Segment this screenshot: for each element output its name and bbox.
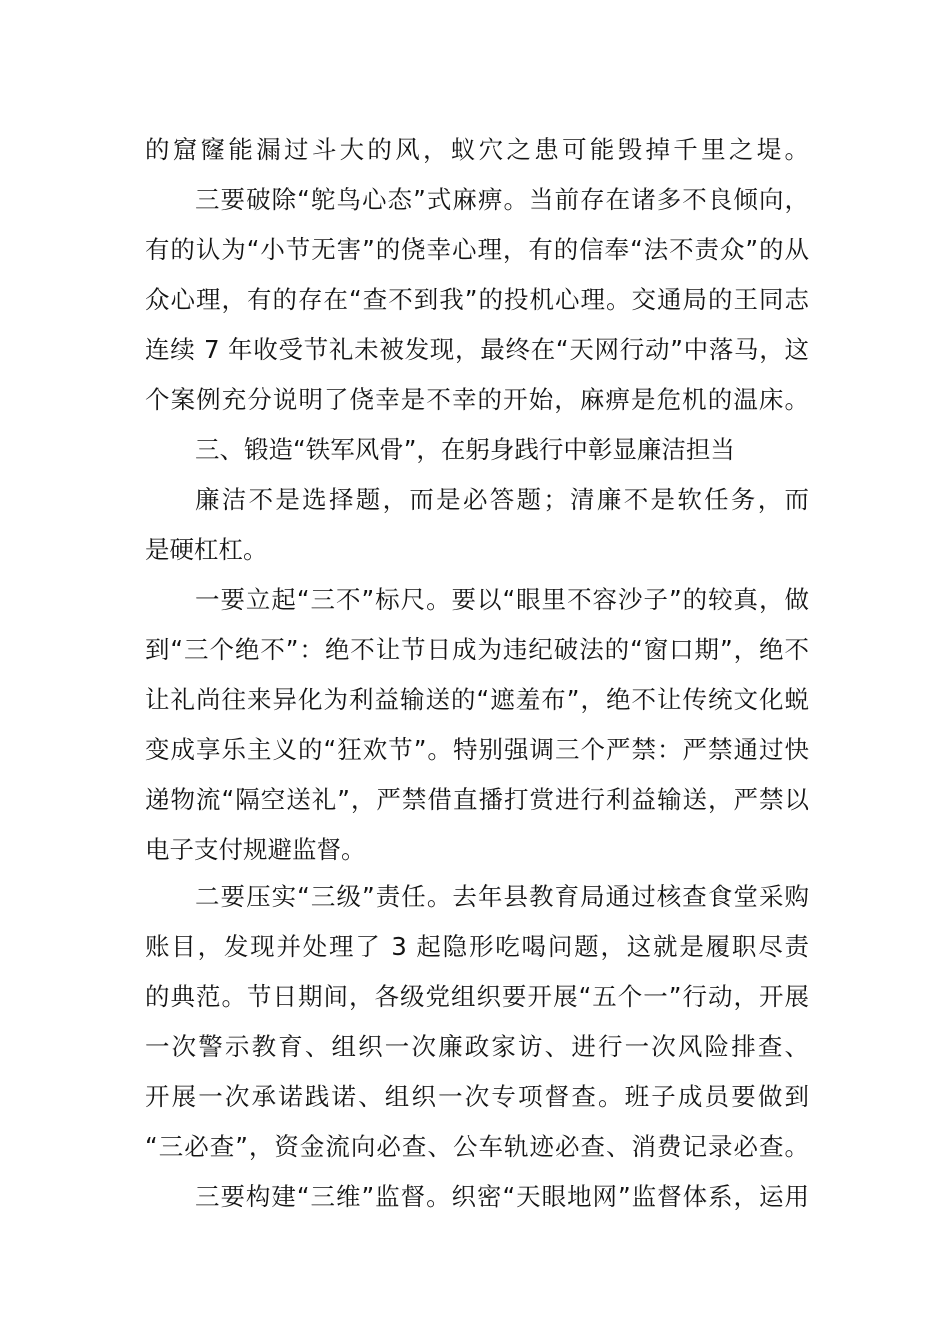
text-line: 电子支付规避监督。 bbox=[145, 835, 366, 864]
text-line: 的典范。节日期间，各级党组织要开展“五个一”行动，开展 bbox=[145, 982, 809, 1011]
text-line: 让礼尚往来异化为利益输送的“遮羞布”，绝不让传统文化蜕 bbox=[145, 685, 809, 714]
text-line: 账目，发现并处理了 3 起隐形吃喝问题，这就是履职尽责 bbox=[145, 932, 809, 961]
text-line: 到“三个绝不”：绝不让节日成为违纪破法的“窗口期”，绝不 bbox=[145, 635, 809, 664]
text-line: 变成享乐主义的“狂欢节”。特别强调三个严禁：严禁通过快 bbox=[145, 735, 809, 764]
text-line: 三要构建“三维”监督。织密“天眼地网”监督体系，运用 bbox=[195, 1182, 809, 1211]
text-line: 是硬杠杠。 bbox=[145, 535, 268, 564]
text-line: 二要压实“三级”责任。去年县教育局通过核查食堂采购 bbox=[195, 882, 809, 911]
text-line: 开展一次承诺践诺、组织一次专项督查。班子成员要做到 bbox=[145, 1082, 809, 1111]
text-line: 一次警示教育、组织一次廉政家访、进行一次风险排查、 bbox=[145, 1032, 809, 1061]
text-line: 有的认为“小节无害”的侥幸心理，有的信奉“法不责众”的从 bbox=[145, 235, 809, 264]
text-line: 三要破除“鸵鸟心态”式麻痹。当前存在诸多不良倾向， bbox=[195, 185, 809, 214]
section-heading: 三、锻造“铁军风骨”，在躬身践行中彰显廉洁担当 bbox=[195, 435, 735, 464]
text-line: 递物流“隔空送礼”，严禁借直播打赏进行利益输送，严禁以 bbox=[145, 785, 809, 814]
text-line: 众心理，有的存在“查不到我”的投机心理。交通局的王同志 bbox=[145, 285, 809, 314]
text-line: “三必查”，资金流向必查、公车轨迹必查、消费记录必查。 bbox=[145, 1132, 809, 1161]
text-line: 的窟窿能漏过斗大的风，蚁穴之患可能毁掉千里之堤。 bbox=[145, 135, 809, 164]
text-line: 个案例充分说明了侥幸是不幸的开始，麻痹是危机的温床。 bbox=[145, 385, 809, 414]
text-line: 廉洁不是选择题，而是必答题；清廉不是软任务，而 bbox=[195, 485, 809, 514]
text-line: 一要立起“三不”标尺。要以“眼里不容沙子”的较真，做 bbox=[195, 585, 809, 614]
text-line: 连续 7 年收受节礼未被发现，最终在“天网行动”中落马，这 bbox=[145, 335, 809, 364]
